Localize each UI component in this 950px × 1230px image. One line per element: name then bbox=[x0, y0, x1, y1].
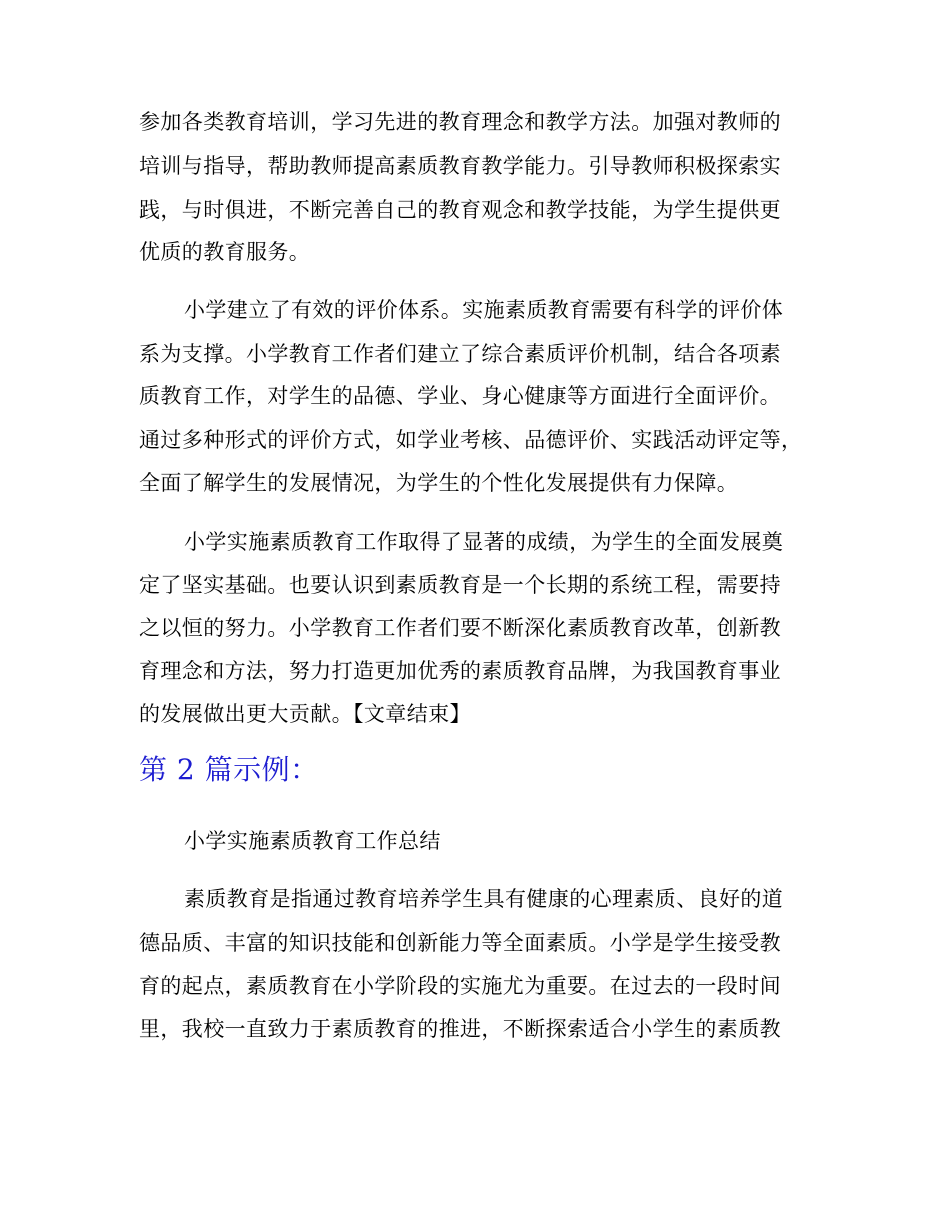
paragraph-2-line-1: 小学建立了有效的评价体系。实施素质教育需要有科学的评价体 bbox=[184, 298, 784, 322]
intro-line-1: 素质教育是指通过教育培养学生具有健康的心理素质、良好的道 bbox=[184, 887, 784, 911]
intro-line-3: 育的起点，素质教育在小学阶段的实施尤为重要。在过去的一段时间 bbox=[139, 974, 781, 998]
article-title: 小学实施素质教育工作总结 bbox=[184, 829, 441, 853]
paragraph-3-line-5: 的发展做出更大贡献。【文章结束】 bbox=[139, 702, 471, 726]
paragraph-1-line-1: 参加各类教育培训，学习先进的教育理念和教学方法。加强对教师的 bbox=[139, 110, 781, 134]
paragraph-3-line-4: 育理念和方法，努力打造更加优秀的素质教育品牌，为我国教育事业 bbox=[139, 659, 781, 683]
paragraph-2-line-5: 全面了解学生的发展情况，为学生的个性化发展提供有力保障。 bbox=[139, 471, 739, 495]
paragraph-1-line-3: 践，与时俱进，不断完善自己的教育观念和教学技能，为学生提供更 bbox=[139, 198, 781, 222]
section-heading: 第 2 篇示例： bbox=[139, 753, 319, 786]
paragraph-1-line-4: 优质的教育服务。 bbox=[139, 240, 311, 264]
intro-line-2: 德品质、丰富的知识技能和创新能力等全面素质。小学是学生接受教 bbox=[139, 931, 781, 955]
intro-line-4: 里，我校一直致力于素质教育的推进，不断探索适合小学生的素质教 bbox=[139, 1017, 781, 1041]
paragraph-2-line-4: 通过多种形式的评价方式，如学业考核、品德评价、实践活动评定等， bbox=[139, 428, 803, 452]
paragraph-1-line-2: 培训与指导，帮助教师提高素质教育教学能力。引导教师积极探索实 bbox=[139, 154, 781, 178]
paragraph-3-line-3: 之以恒的努力。小学教育工作者们要不断深化素质教育改革，创新教 bbox=[139, 616, 781, 640]
paragraph-3-line-1: 小学实施素质教育工作取得了显著的成绩，为学生的全面发展奠 bbox=[184, 530, 784, 554]
paragraph-3-line-2: 定了坚实基础。也要认识到素质教育是一个长期的系统工程，需要持 bbox=[139, 573, 781, 597]
paragraph-2-line-2: 系为支撑。小学教育工作者们建立了综合素质评价机制，结合各项素 bbox=[139, 342, 781, 366]
paragraph-2-line-3: 质教育工作，对学生的品德、学业、身心健康等方面进行全面评价。 bbox=[139, 384, 781, 408]
